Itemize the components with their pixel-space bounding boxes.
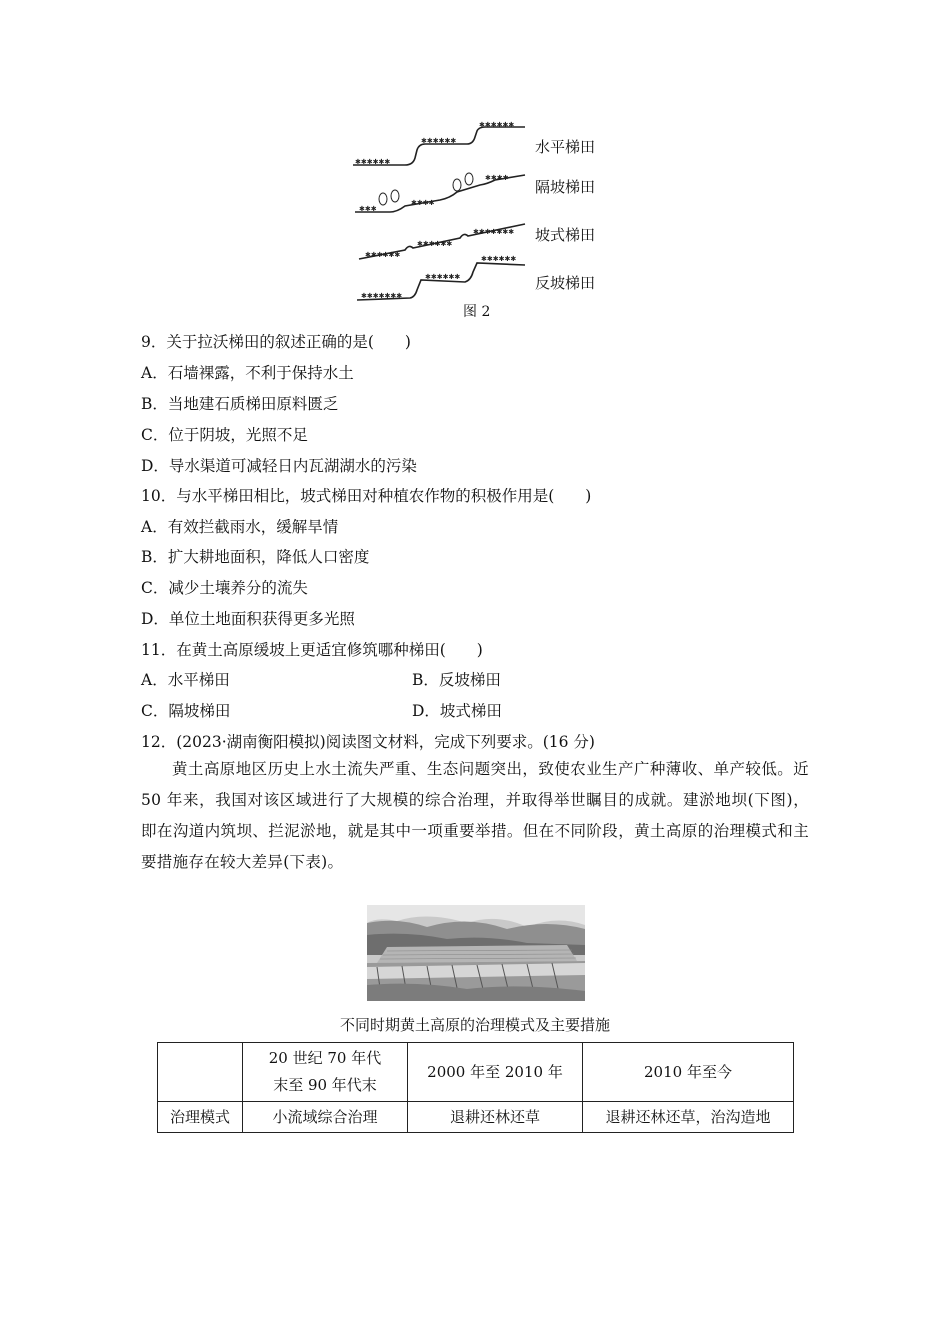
svg-text:✱✱✱✱✱✱: ✱✱✱✱✱✱ bbox=[479, 121, 515, 129]
table-caption: 不同时期黄土高原的治理模式及主要措施 bbox=[339, 1016, 610, 1034]
figure-caption: 图 2 bbox=[463, 304, 491, 320]
check-dam-photo bbox=[367, 905, 585, 1001]
header-period-2: 2000 年至 2010 年 bbox=[408, 1043, 583, 1102]
row-label-cell: 治理模式 bbox=[158, 1102, 243, 1133]
q9-option-b: B．当地建石质梯田原料匮乏 bbox=[141, 395, 339, 413]
q11-option-a: A．水平梯田 bbox=[141, 671, 230, 689]
q9-option-c: C．位于阴坡，光照不足 bbox=[141, 426, 308, 444]
q10-option-d: D．单位土地面积获得更多光照 bbox=[141, 610, 355, 628]
q9-option-d: D．导水渠道可减轻日内瓦湖湖水的污染 bbox=[141, 457, 417, 475]
q9-option-a: A．石墙裸露，不利于保持水土 bbox=[141, 364, 354, 382]
q12-stem: 12．(2023·湖南衡阳模拟)阅读图文材料，完成下列要求。(16 分) bbox=[141, 733, 595, 751]
q9-stem: 9．关于拉沃梯田的叙述正确的是( ) bbox=[141, 333, 411, 351]
q10-option-b: B．扩大耕地面积，降低人口密度 bbox=[141, 548, 370, 566]
q10-stem: 10．与水平梯田相比，坡式梯田对种植农作物的积极作用是( ) bbox=[141, 487, 592, 505]
label-reverse-terrace: 反坡梯田 bbox=[535, 274, 596, 292]
table-row bbox=[158, 1102, 794, 1133]
row-cell-period-2: 退耕还林还草 bbox=[408, 1102, 583, 1133]
svg-text:✱✱✱✱✱✱✱: ✱✱✱✱✱✱✱ bbox=[361, 292, 403, 300]
svg-text:✱✱✱✱: ✱✱✱✱ bbox=[411, 199, 435, 207]
label-interval-terrace: 隔坡梯田 bbox=[535, 178, 596, 196]
q11-stem: 11．在黄土高原缓坡上更适宜修筑哪种梯田( ) bbox=[141, 641, 483, 659]
terrace-figure bbox=[345, 120, 615, 320]
svg-text:✱✱✱✱✱✱: ✱✱✱✱✱✱ bbox=[355, 158, 391, 166]
svg-text:✱✱✱✱: ✱✱✱✱ bbox=[485, 174, 509, 182]
q10-option-c: C．减少土壤养分的流失 bbox=[141, 579, 308, 597]
svg-text:✱✱✱✱✱✱: ✱✱✱✱✱✱ bbox=[481, 255, 517, 263]
governance-table bbox=[157, 1042, 794, 1133]
check-dam-photo-image bbox=[367, 905, 585, 1001]
label-level-terrace: 水平梯田 bbox=[535, 138, 596, 156]
header-empty-cell bbox=[158, 1043, 243, 1102]
row-cell-period-3: 退耕还林还草，治沟造地 bbox=[583, 1102, 794, 1133]
q10-option-a: A．有效拦截雨水，缓解旱情 bbox=[141, 518, 339, 536]
q11-option-b: B．反坡梯田 bbox=[412, 671, 501, 689]
label-slope-terrace: 坡式梯田 bbox=[535, 226, 596, 244]
header-period-1-line2: 末至 90 年代末 bbox=[273, 1076, 377, 1094]
svg-text:✱✱✱: ✱✱✱ bbox=[359, 205, 377, 213]
q11-option-c: C．隔坡梯田 bbox=[141, 702, 231, 720]
svg-text:✱✱✱✱✱✱: ✱✱✱✱✱✱ bbox=[417, 240, 453, 248]
q12-paragraph: 黄土高原地区历史上水土流失严重、生态问题突出，致使农业生产广种薄收、单产较低。近 50 年来，我国对该区域进行了大规模的综合治理，并取得举世瞩目的成就。建淤地坝(下图)，即在沟道内筑坝、拦泥淤地，就是其中一项重要举措。但在不同阶段，黄土高原的治理模式和主要措施存在较大差异(下表)。 bbox=[141, 760, 809, 871]
header-period-1-line1: 20 世纪 70 年代 bbox=[268, 1049, 382, 1067]
svg-text:✱✱✱✱✱✱: ✱✱✱✱✱✱ bbox=[365, 251, 401, 259]
row-cell-period-1: 小流域综合治理 bbox=[243, 1102, 408, 1133]
q11-option-d: D．坡式梯田 bbox=[412, 702, 502, 720]
svg-text:✱✱✱✱✱✱✱: ✱✱✱✱✱✱✱ bbox=[473, 228, 515, 236]
svg-text:✱✱✱✱✱✱: ✱✱✱✱✱✱ bbox=[425, 273, 461, 281]
header-period-3: 2010 年至今 bbox=[583, 1043, 794, 1102]
svg-text:✱✱✱✱✱✱: ✱✱✱✱✱✱ bbox=[421, 137, 457, 145]
header-period-1 bbox=[243, 1043, 408, 1102]
table-header-row bbox=[158, 1043, 794, 1102]
